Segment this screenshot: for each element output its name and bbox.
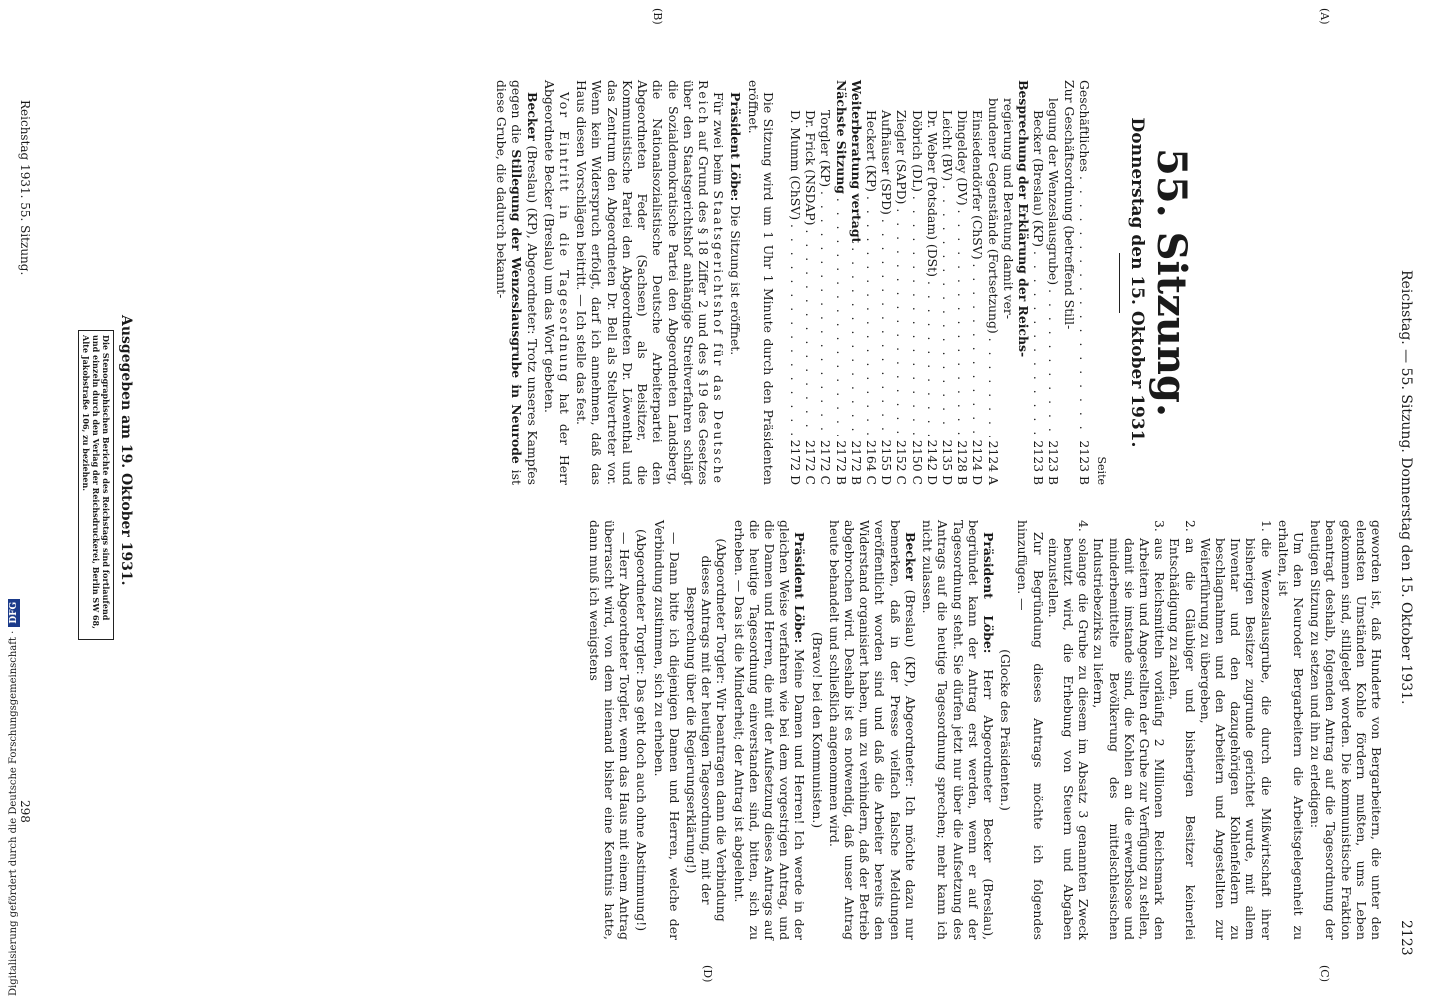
toc-entry: [833, 80, 848, 485]
antrag-item-number: 1.: [1258, 520, 1274, 532]
toc-entry: [849, 80, 864, 485]
toc-label: D. Mumm (ChSV): [787, 110, 803, 221]
toc-entry: [955, 80, 970, 485]
left-column: [492, 80, 1194, 485]
toc-label: Dingeldey (DV): [955, 110, 971, 206]
antrag-item-text: an die Gläubiger und bisherigen Besitzer keinerlei Entschädigung zu zahlen,: [1167, 538, 1198, 940]
antrag-item-number: 3.: [1152, 520, 1168, 532]
antrag-item-text: aus Reichsmitteln vorläufig 2 Millionen Reichsmark den Arbeitern und Angestellten der Grube zur Verfügung zu stellen, damit sie imstande sind, die Kohlen an die erwerbslose und minderbemittelte Bevölkerung des mittelschlesischen Industriebezirks zu liefern,: [1091, 538, 1168, 940]
toc-leader-dots: [833, 198, 848, 437]
toc-page-ref: 2135 D: [939, 439, 955, 485]
opening-paragraph: Die Sitzung wird um 1 Uhr 1 Minute durch den Präsidenten eröffnet.: [745, 80, 776, 485]
toc-page-ref: 2123 B: [1031, 440, 1047, 485]
margin-marker-a: (A): [1318, 8, 1331, 25]
ausgegeben-line: Ausgegeben am 19. Oktober 1931.: [118, 315, 134, 586]
toc-entry: [894, 80, 909, 485]
page-number: 2123: [1398, 920, 1414, 956]
toc-entry: Besprechung der Erklärung der Reichs-: [1015, 80, 1031, 358]
footer-session: Reichstag 1931. 55. Sitzung.: [18, 100, 32, 276]
paragraph-begruendung: Zur Begründung dieses Antrags möchte ich folgendes hinzufügen. —: [1015, 520, 1046, 940]
antrag-item: [1046, 520, 1092, 940]
toc-leader-dots: [849, 247, 864, 436]
session-title: 55. Sitzung.: [1148, 148, 1195, 417]
toc-page-ref: 2123 B: [1076, 440, 1092, 485]
toc-page-ref: 2142 D: [924, 439, 940, 485]
footer-sheet-number: 298: [18, 800, 32, 823]
toc-leader-dots: [1031, 251, 1046, 436]
toc-label: Weiterberatung vertagt: [848, 80, 864, 244]
toc-leader-dots: [970, 264, 985, 436]
right-column: [585, 520, 1384, 940]
toc-page-ref: 2172 D: [787, 439, 803, 485]
paragraph-staatsgerichtshof: Für zwei beim Staatsgerichtshof für das Deutsche Reich auf Grund des § 18 Ziffer 2 und des § 19 des Gesetzes über den Staatsgerichtshof anhängige Streitverfahren schlägt die Sozialdemokratische Partei den Abgeordneten Landsberg, die Nationalsozialistische Deutsche Arbeiterpartei den Abgeordneten Feder (Sachsen) als Beisitzer, die Kommunistische Partei den Abgeordneten Dr. Löwenthal und das Zentrum den Abgeordneten Dr. Bell als Stellvertreter vor. Wenn kein Widerspruch erfolgt, darf ich annehmen, daß das Haus diesen Vorschlägen beitritt. — Ich stelle das fest.: [574, 80, 727, 485]
antrag-item: [1091, 520, 1167, 940]
paragraph-continuation: geworden ist, daß Hunderte von Bergarbeitern, die unter den elendsten Umständen Kohle fördern mußten, ums Leben gekommen sind, stillgelegt worden. Die kommunistische Fraktion beantragt deshalb, folgenden Antrag auf die Tagesordnung der heutigen Sitzung zu setzen und ihn zu erledigen:: [1308, 520, 1384, 940]
toc-label: legung der Wenzeslausgrube): [1046, 98, 1062, 286]
toc-entry: [803, 80, 818, 485]
title-rule: [1119, 253, 1120, 313]
steno-notice-box: Die Stenographischen Berichte des Reichstags sind fortlaufend und einzeln durch den Verlag der Reichsdruckerei, Berlin SW 68, Alte Jakobstraße 106, zu beziehen.: [78, 330, 114, 640]
toc-page-ref: 2128 B: [955, 440, 971, 485]
toc-entry: [1077, 80, 1092, 485]
margin-marker-b: (B): [651, 8, 664, 25]
toc-entry: [909, 80, 924, 485]
interjection-torgler-1: (Abgeordneter Torgler: Wir beantragen dann die Verbindung dieses Antrags mit der heutigen Tagesordnung, mit der Besprechung über die Regierungserklärung!): [684, 538, 730, 922]
toc-page-ref: 2124 A: [985, 440, 1001, 485]
toc-page-ref: 2124 D: [970, 439, 986, 485]
toc-label: Geschäftliches: [1076, 80, 1092, 172]
speaker-name: Becker: [902, 532, 918, 581]
toc-page-ref: 2123 B: [1046, 440, 1062, 485]
toc-page-ref: 2164 C: [863, 440, 879, 485]
toc-entry: [940, 80, 955, 485]
toc-entry: Zur Geschäftsordnung (betreffend Still-: [1061, 80, 1077, 330]
toc-entry: [1031, 80, 1046, 485]
toc-leader-dots: [940, 185, 955, 436]
toc-page-ref: 2155 D: [879, 439, 895, 485]
paragraph-verbindung: — Dann bitte ich diejenigen Damen und Herren, welche der Verbindung zustimmen, sich zu erheben.: [651, 520, 682, 940]
toc-label: Aufhäuser (SPD): [879, 110, 895, 215]
session-date: Donnerstag den 15. Oktober 1931.: [1127, 117, 1147, 448]
toc-entry: [970, 80, 985, 485]
toc-entry: [818, 80, 833, 485]
digitization-note: Digitalisierung gefördert durch die Deutsche Forschungsgemeinschaft ·DFG: [8, 599, 20, 996]
toc-label: Ziegler (SAPD): [894, 110, 910, 205]
toc-label: Dr. Frick (NSDAP): [803, 110, 819, 226]
toc-leader-dots: [925, 281, 940, 436]
antrag-item-number: 4.: [1076, 520, 1092, 532]
stage-direction-glocke: (Glocke des Präsidenten.): [998, 649, 1014, 811]
antrag-item: [1167, 520, 1197, 940]
stage-direction-bravo: (Bravo! bei den Kommunisten.): [809, 631, 825, 829]
speaker-name: Präsident Löbe:: [728, 92, 744, 202]
speaker-name: Präsident Löbe:: [792, 532, 808, 644]
toc-label: Leicht (BV): [939, 110, 955, 182]
toc-label: Torgler (KP): [818, 110, 834, 188]
speaker-name: Becker: [524, 92, 540, 141]
toc-seite-label: Seite: [1095, 456, 1108, 485]
toc-entry: [985, 80, 1000, 485]
toc-label: bundener Gegenstände (Fortsetzung): [985, 98, 1001, 334]
toc-entry: regierung und Beratung damit ver-: [1000, 98, 1016, 320]
table-of-contents: [788, 80, 1092, 485]
toc-page-ref: 2152 C: [894, 440, 910, 485]
toc-leader-dots: [818, 191, 833, 436]
paragraph-loebe-1: Präsident Löbe: Die Sitzung ist eröffnet.: [728, 92, 744, 356]
toc-page-ref: 2150 C: [909, 440, 925, 485]
toc-label: Nächste Sitzung: [833, 80, 849, 194]
toc-page-ref: 2172 B: [848, 440, 864, 485]
toc-leader-dots: [985, 338, 1000, 437]
paragraph-torgler-reply: — Herr Abgeordneter Torgler, wenn das Haus mit einem Antrag überrascht wird, von dem niemand bisher eine Kenntnis hatte, dann muß ich wenigstens: [586, 520, 633, 940]
toc-leader-dots: [879, 219, 894, 436]
paragraph-antrag-intro: Um den Neuroder Bergarbeitern die Arbeitsgelegenheit zu erhalten, ist: [1275, 520, 1306, 940]
toc-leader-dots: [788, 224, 803, 436]
toc-page-ref: 2172 B: [833, 440, 849, 485]
toc-label: Döbrich (DL): [909, 110, 925, 192]
toc-page-ref: 2172 C: [818, 440, 834, 485]
paragraph-becker-2: Becker (Breslau) (KP), Abgeordneter: Ich möchte dazu nur bemerken, daß in der Presse vielfach falsche Meldungen veröffentlicht worden sind und daß die Arbeiter bereits den Widerstand organisiert haben, um zu verhindern, daß der Betrieb abgebrochen wird. Deshalb ist es notwendig, daß unser Antrag heute behandelt und schließlich angenommen wird.: [826, 520, 918, 940]
toc-leader-dots: [894, 208, 909, 436]
toc-leader-dots: [803, 229, 818, 436]
toc-leader-dots: [955, 210, 970, 437]
toc-leader-dots: [909, 196, 924, 436]
paragraph-loebe-3: Präsident Löbe: Meine Damen und Herren! Ich werde in der gleichen Weise verfahren wie bei dem vorgestrigen Antrag, und die Damen und Herren, die mit der Aufsetzung dieses Antrags auf die heutige Tagesordnung einverstanden sind, bitten, sich zu erheben. — Das ist die Minderheit; der Antrag ist abgelehnt.: [731, 520, 808, 940]
running-header: Reichstag. — 55. Sitzung. Donnerstag den 15. Oktober 1931.: [1398, 270, 1414, 705]
paragraph-loebe-2: Präsident Löbe: Herr Abgeordneter Becker (Breslau), begründet kann der Antrag erst werden, wenn er auf der Tagesordnung steht. Sie dürfen jetzt nur über die Aufsetzung des Antrags auf die heutige Tagesordnung sprechen; mehr kann ich nicht zulassen.: [920, 520, 996, 941]
toc-label: Heckert (KP): [863, 110, 879, 193]
toc-entry: [925, 80, 940, 485]
dfg-logo: DFG: [8, 599, 20, 627]
toc-label: Becker (Breslau) (KP): [1031, 110, 1047, 247]
paragraph-tagesordnung: Vor Eintritt in die Tagesordnung hat der Herr Abgeordnete Becker (Breslau) um das Wort gebeten.: [541, 80, 573, 485]
toc-leader-dots: [1046, 289, 1061, 436]
interjection-torgler-2: (Abgeordneter Torgler: Das geht doch auch ohne Abstimmung!): [634, 528, 650, 932]
toc-label: Einsiedendörfer (ChSV): [970, 110, 986, 260]
antrag-item-number: 2.: [1182, 520, 1198, 532]
toc-label: Dr. Weber (Potsdam) (DSt): [924, 110, 940, 277]
toc-entry: [788, 80, 803, 485]
margin-marker-d: (D): [701, 965, 714, 983]
antrag-item-text: solange die Grube zu diesem im Absatz 3 genannten Zweck benutzt wird, die Erhebung von Steuern und Abgaben einzustellen.: [1045, 538, 1092, 940]
antrag-item: [1198, 520, 1274, 940]
toc-entry: [864, 80, 879, 485]
antrag-list: [1046, 520, 1274, 940]
toc-leader-dots: [864, 196, 879, 436]
toc-page-ref: 2172 C: [803, 440, 819, 485]
toc-entry: [879, 80, 894, 485]
toc-leader-dots: [1077, 176, 1092, 436]
antrag-item-text: die Wenzeslausgrube, die durch die Mißwirtschaft ihrer bisherigen Besitzer zugrunde gerichtet wurde, mit allem Inventar und den dazugehörigen Kohlenfeldern zu beschlagnahmen und den Arbeitern und Angestellten zur Weiterführung zu übergeben,: [1197, 538, 1274, 940]
margin-marker-c: (C): [1318, 965, 1331, 982]
paragraph-becker-1: Becker (Breslau) (KP), Abgeordneter: Trotz unseres Kampfes gegen die Stillegung der Wenzeslausgrube in Neurode ist diese Grube, die dadurch bekannt-: [494, 80, 540, 485]
speaker-name: Präsident Löbe:: [980, 532, 996, 654]
toc-entry: [1046, 80, 1061, 485]
